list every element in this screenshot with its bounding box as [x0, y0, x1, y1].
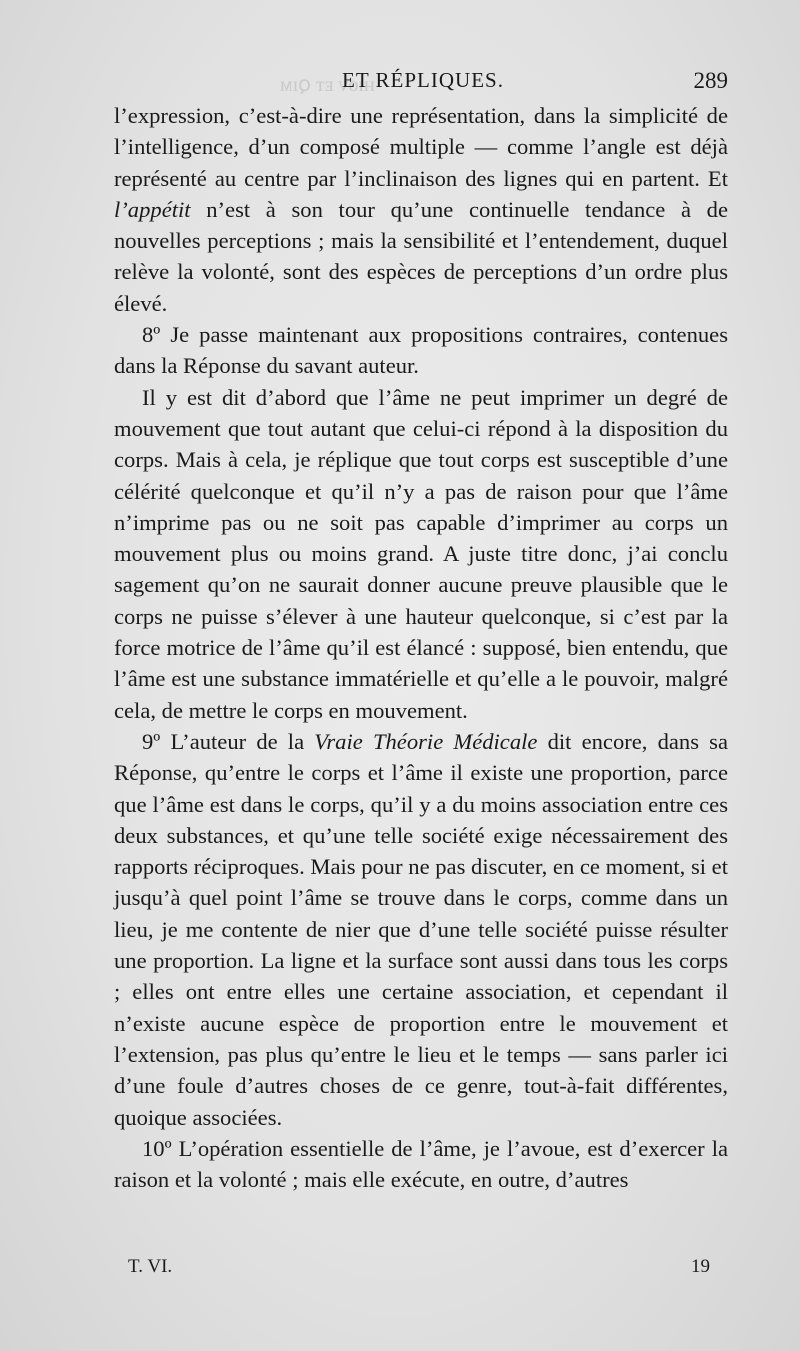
text-run: dit encore, dans sa Réponse, qu’entre le corps et l’âme il existe une proportion, parce que l’âme est dans le corps, qu’il y a du moins association entre ces deux substances, et qu’une telle société exige nécessairement des rapports réciproques. Mais pour ne pas discuter, en ce moment, si et jusqu’à quel point l’âme se trouve dans le corps, comme dans un lieu, je me contente de nier que d’une telle société puisse résulter une proportion. La ligne et la surface sont aussi dans tous les corps ; elles ont entre elles une certaine association, et cependant il n’existe aucune espèce de proportion entre le mouvement et l’extension, pas plus qu’entre le lieu et le temps — sans parler ici d’une foule d’autres choses de ce genre, tout-à-fait différentes, quoique associées. [114, 728, 728, 1130]
paragraph [114, 382, 728, 726]
italic-text: Vraie Théorie Médicale [314, 728, 538, 754]
paragraph [114, 1133, 728, 1196]
page-footer [128, 1256, 710, 1286]
paragraph [114, 726, 728, 1133]
text-run: 10º L’opération essentielle de l’âme, je l’avoue, est d’exercer la raison et la volonté ; mais elle exécute, en outre, d’autres [114, 1135, 728, 1193]
page-header [118, 66, 728, 102]
italic-text: l’appétit [114, 196, 191, 222]
text-run: 9º L’auteur de la [142, 728, 315, 754]
gathering-number: 19 [691, 1256, 710, 1277]
running-title: ET RÉPLIQUES. [342, 68, 504, 92]
text-run: n’est à son tour qu’une continuelle tendance à de nouvelles perceptions ; mais la sensibilité et l’entendement, duquel relève la volonté, sont des espèces de perceptions d’un ordre plus élevé. [114, 196, 728, 316]
text-run: l’expression, c’est-à-dire une représentation, dans la simplicité de l’intelligence, d’un composé multiple — comme l’angle est déjà représenté au centre par l’inclinaison des lignes qui en partent. Et [114, 103, 728, 191]
body-text [114, 100, 728, 1195]
paragraph [114, 100, 728, 319]
page-number: 289 [693, 68, 728, 93]
show-through-text: ʜɪᴏᴠ ᴇᴛ ꞯɪᴍ [280, 74, 375, 96]
volume-signature: T. VI. [128, 1256, 173, 1277]
paragraph [114, 319, 728, 382]
text-run: 8º Je passe maintenant aux propositions contraires, contenues dans la Réponse du savant auteur. [114, 322, 728, 379]
text-run: Il y est dit d’abord que l’âme ne peut imprimer un degré de mouvement que tout autant que celui-ci répond à la disposition du corps. Mais à cela, je réplique que tout corps est susceptible d’une célérité quelconque et qu’il n’y a pas de raison pour que l’âme n’imprime pas ou ne soit pas capable d’imprimer au corps un mouvement plus ou moins grand. A juste titre donc, j’ai conclu sagement qu’on ne saurait donner aucune preuve plausible que le corps ne puisse s’élever à une hauteur quelconque, si c’est par la force motrice de l’âme qu’il est élancé : supposé, bien entendu, que l’âme est une substance immatérielle et qu’elle a le pouvoir, malgré cela, de mettre le corps en mouvement. [114, 384, 728, 723]
